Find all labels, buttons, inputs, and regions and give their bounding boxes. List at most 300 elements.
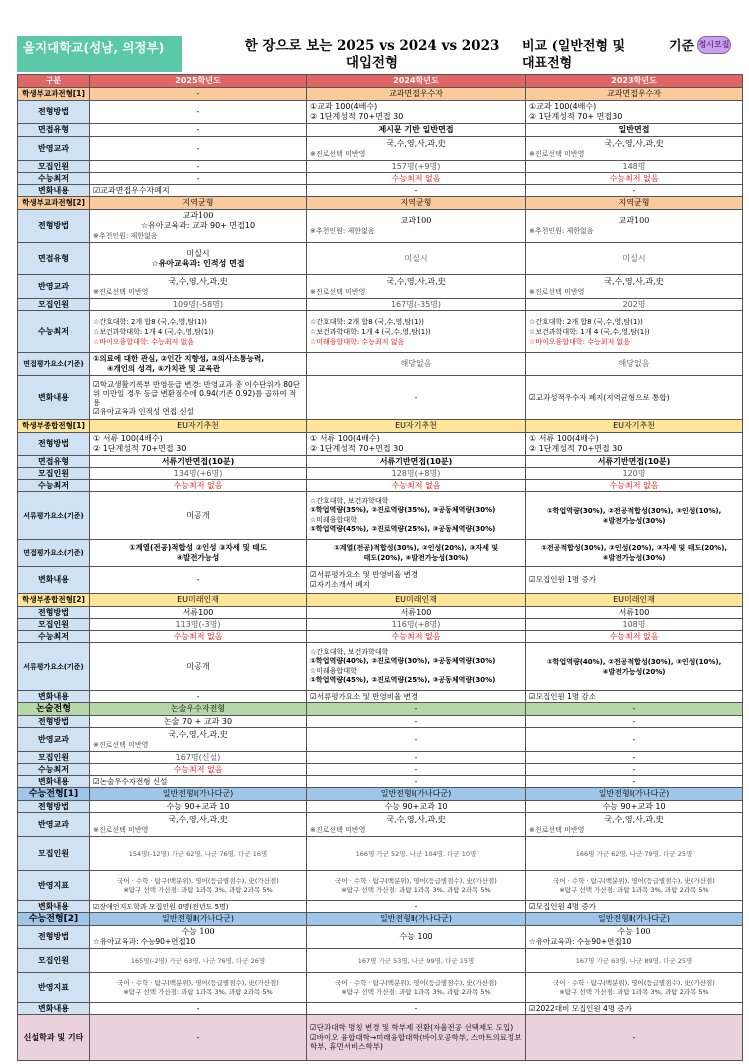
s3-change-2025: - (90, 567, 307, 594)
s2-subject-2023-text: 국,수,영,사,과,史 (604, 276, 664, 286)
s2-2023: 지역균형 (526, 197, 743, 210)
s2-min-2024 (307, 311, 526, 353)
s6-subject-2024-note: ※진로선택 미반영 (310, 825, 366, 834)
s7-index-2023-2: ※탐구 선택 가산점: 과탐 1과목 3%, 과탐 2과목 5% (559, 987, 709, 996)
standard-badge: 정시모집 (697, 36, 731, 54)
s3-interview-2023: 서류기반면접(10분) (526, 456, 743, 468)
s5-subject-2024: - (307, 728, 526, 752)
s5-subject-label: 반영교과 (18, 728, 90, 752)
s7-index-row (18, 973, 743, 1003)
s2-interview-2025-2: ☆유아교육과: 인적성 면접 (151, 258, 245, 268)
s6-index-2024-2: ※탐구 선택 가산점: 과탐 1과목 3%, 과탐 2과목 5% (341, 885, 491, 894)
s3-doc-label: 서류평가요소(기준) (18, 492, 90, 540)
s1-method-2024-1: ①교과 100(4배수) (310, 102, 378, 111)
s6-index-2025-2: ※탐구 선택 가산점: 과탐 1과목 3%, 과탐 2과목 5% (123, 885, 273, 894)
s4-doc-2024-b: ①학업역량(40%), ②진로역량(30%), ③공동체역량(30%) (310, 657, 496, 665)
s7-title: 수능전형[2] (18, 913, 90, 926)
s3-iv-2024-1: ①계열(전공)적합성(30%), ②인성(20%), ③자세 및 (333, 544, 499, 552)
s3-interview-row (18, 456, 743, 468)
s4-doc-2024 (307, 643, 526, 691)
s4-change-row (18, 691, 743, 703)
s4-quota-2024: 116명(+8명) (307, 619, 526, 631)
s3-min-2025: 수능최저 없음 (90, 480, 307, 492)
s7-method-label: 전형방법 (18, 926, 90, 949)
s2-eval-2025 (90, 353, 307, 376)
s3-2023: EU자기추천 (526, 420, 743, 433)
s5-min-label: 수능최저 (18, 764, 90, 776)
s2-change-2023-text: ☑ 교과성적우수자 폐지(지역균형으로 통합) (529, 393, 670, 402)
s7-method-2023 (526, 926, 743, 949)
header-row (18, 75, 743, 88)
s2-eval-2023: 해당없음 (526, 353, 743, 376)
s2-method-2025-2: ☆유아교육과: 교과 90+ 면접10 (140, 221, 256, 230)
s5-min-row (18, 764, 743, 776)
s5-method-2025: 논술 70 + 교과 30 (90, 716, 307, 728)
s1-change-2024: - (307, 185, 526, 197)
s7-title-row (18, 913, 743, 926)
s1-method-2025: - (90, 101, 307, 124)
s6-subject-row (18, 813, 743, 837)
s1-quota-label: 모집인원 (18, 161, 90, 173)
page-title (217, 38, 527, 72)
s7-quota-row (18, 949, 743, 973)
s3-quota-label: 모집인원 (18, 468, 90, 480)
s3-iv-row (18, 540, 743, 567)
col-2025: 2025학년도 (90, 75, 307, 88)
s2-eval-2025-2: ④개인의 성격, ⑤가치관 및 교육관 (107, 364, 220, 373)
s4-title: 학생부종합전형[2] (18, 594, 90, 607)
s5-change-label: 변화내용 (18, 776, 90, 788)
s6-index-label: 반영지표 (18, 871, 90, 901)
s6-subject-2023-text: 국,수,영,사,과,史 (604, 814, 664, 824)
s2-min-2025 (90, 311, 307, 353)
s8-2025: - (90, 1015, 307, 1061)
s7-method-2025-2: ☆유아교육과: 수능90+면접10 (93, 937, 196, 946)
s2-subject-2023 (526, 275, 743, 299)
s6-change-2024: - (307, 901, 526, 913)
s7-change-2024: - (307, 1003, 526, 1015)
s4-doc-2025: 미공개 (90, 643, 307, 691)
s2-change-2025-1: ☑ 학교생활기록부 반영등급 변경: 반영교과 총 이수단위가 80단위 미만일 경우 등급 변환점수에 0.94(기존 0.92)를 곱하여 적용 (93, 380, 303, 407)
s5-method-label: 전형방법 (18, 716, 90, 728)
s7-index-2024-2: ※탐구 선택 가산점: 과탐 1과목 3%, 과탐 2과목 5% (341, 987, 491, 996)
s2-method-2024-2: ※추천인원: 제한없음 (310, 227, 375, 235)
col-gubun: 구분 (18, 75, 90, 88)
s1-method-2023 (526, 101, 743, 124)
s6-index-2023 (526, 871, 743, 901)
s6-index-2023-1: 국어 · 수학 · 탐구(백분위), 영어(등급별점수), 史(가산점) (553, 877, 715, 885)
s1-method-row (18, 101, 743, 124)
s4-method-label: 전형방법 (18, 607, 90, 619)
s6-quota-row (18, 837, 743, 871)
s2-2024: 지역균형 (307, 197, 526, 210)
s5-min-2024: - (307, 764, 526, 776)
s6-index-row (18, 871, 743, 901)
s2-interview-2023: 미실시 (526, 243, 743, 275)
s2-interview-row (18, 243, 743, 275)
s2-change-2025-2: ☑ 유아교육과 인적성 면접 신설 (93, 407, 303, 416)
s1-quota-2025: - (90, 161, 307, 173)
s2-subject-2025 (90, 275, 307, 299)
s4-change-2024-text: ☑ 서류평가요소 및 반영비율 변경 (310, 692, 418, 701)
s5-title-row (18, 703, 743, 716)
s1-change-label: 변화내용 (18, 185, 90, 197)
s2-min-2023 (526, 311, 743, 353)
s3-iv-2024-2: 태도(20%), ④발전가능성(30%) (363, 554, 469, 562)
s4-2025: EU미래인재 (90, 594, 307, 607)
s7-method-2025-1: 수능 100 (181, 927, 215, 936)
s3-method-2024 (307, 433, 526, 456)
s4-min-label: 수능최저 (18, 631, 90, 643)
s2-change-2023 (526, 376, 743, 420)
s7-2025: 일반전형Ⅱ(가나다군) (90, 913, 307, 926)
s1-subject-2024-note: ※진로선택 미반영 (310, 149, 366, 158)
s3-doc-2023-1: ①학업역량(30%), ②전공적합성(30%), ③인성(10%), (546, 506, 722, 515)
s7-quota-2023: 167명 가군 63명, 나군 89명, 다군 25명 (526, 949, 743, 973)
s6-quota-2024: 166명 가군 52명, 나군 104명, 다군 10명 (307, 837, 526, 871)
s3-doc-2023-2: ④발전가능성(30%) (602, 516, 666, 525)
s3-iv-2023-1: ①전공적합성(30%), ②인성(20%), ③자세 및 태도(20%), (540, 544, 728, 552)
s6-subject-2025 (90, 813, 307, 837)
s3-quota-row (18, 468, 743, 480)
s2-method-2025-3: ※추천인원: 제한없음 (93, 232, 158, 240)
s3-doc-row (18, 492, 743, 540)
s2-interview-label: 면접유형 (18, 243, 90, 275)
s2-method-2023-2: ※추천인원: 제한없음 (529, 227, 594, 235)
s6-quota-2023: 166명 가군 62명, 나군 79명, 다군 25명 (526, 837, 743, 871)
s2-min-label: 수능최저 (18, 311, 90, 353)
s1-subject-2024 (307, 137, 526, 161)
s2-method-row (18, 210, 743, 243)
s4-method-2024: 서류100 (307, 607, 526, 619)
s2-method-label: 전형방법 (18, 210, 90, 243)
s2-2025: 지역균형 (90, 197, 307, 210)
s5-2024: - (307, 703, 526, 716)
s1-min-2025: - (90, 173, 307, 185)
s1-subject-2025: - (90, 137, 307, 161)
s3-method-2025 (90, 433, 307, 456)
s2-method-2025-1: 교과100 (182, 211, 214, 220)
s8-2024-1: ☑ 단과대학 명칭 변경 및 학부제 전환(자율전공 선택제도 도입) (310, 1023, 522, 1033)
s5-subject-2025-text: 국,수,영,사,과,史 (168, 729, 228, 739)
s4-min-2023: 수능최저 없음 (526, 631, 743, 643)
s5-change-row (18, 776, 743, 788)
s6-2024: 일반전형Ⅰ(가나다군) (307, 788, 526, 801)
s4-doc-2024-a: ☆간호대학, 보건과학대학 (310, 647, 389, 656)
s2-method-2024 (307, 210, 526, 243)
s2-min-2025-2: ☆보건과학대학: 1개 4 (국,수,영,탐(1)) (93, 327, 214, 336)
s1-quota-row (18, 161, 743, 173)
s7-change-2023 (526, 1003, 743, 1015)
s2-change-2025 (90, 376, 307, 420)
s2-min-row (18, 311, 743, 353)
s2-min-2025-1: ☆간호대학: 2개 합8 (국,수,영,탐(1)) (93, 317, 207, 326)
s6-subject-2025-note: ※진로선택 미반영 (93, 825, 149, 834)
s3-doc-2024-c: ☆미래융합대학 (310, 515, 357, 524)
s4-title-row (18, 594, 743, 607)
s2-min-2023-2: ☆보건과학대학: 1개 4 (국,수,영,탐(1)) (529, 327, 650, 336)
s3-quota-2023: 120명 (526, 468, 743, 480)
s4-method-row (18, 607, 743, 619)
s4-change-2023 (526, 691, 743, 703)
s5-min-2023: - (526, 764, 743, 776)
s3-2024: EU자기추천 (307, 420, 526, 433)
s1-quota-2023: 148명 (526, 161, 743, 173)
s4-change-2025: - (90, 691, 307, 703)
s7-quota-label: 모집인원 (18, 949, 90, 973)
s2-min-2024-1: ☆간호대학: 2개 합8 (국,수,영,탐(1)) (310, 317, 424, 326)
s3-quota-2024: 128명(+8명) (307, 468, 526, 480)
s7-quota-2024: 167명 가군 53명, 나군 99명, 다군 15명 (307, 949, 526, 973)
s2-min-2023-3: ☆바이오융합대학: 수능최저 없음 (529, 337, 630, 346)
s2-min-2025-3: ☆바이오융합대학: 수능최저 없음 (93, 337, 194, 346)
s1-quota-2024: 157명(+9명) (307, 161, 526, 173)
s1-min-row (18, 173, 743, 185)
s3-change-2024-2: ☑ 자기소개서 폐지 (310, 580, 522, 590)
s3-method-label: 전형방법 (18, 433, 90, 456)
s7-index-2025-1: 국어 · 수학 · 탐구(백분위), 영어(등급별점수), 史(가산점) (117, 979, 279, 987)
s7-index-2023-1: 국어 · 수학 · 탐구(백분위), 영어(등급별점수), 史(가산점) (553, 979, 715, 987)
s1-subject-2023 (526, 137, 743, 161)
s7-index-2025-2: ※탐구 선택 가산점: 과탐 1과목 3%, 과탐 2과목 5% (123, 987, 273, 996)
s5-change-2023: - (526, 776, 743, 788)
s5-quota-2023: - (526, 752, 743, 764)
s1-interview-row (18, 124, 743, 137)
s1-subject-label: 반영교과 (18, 137, 90, 161)
s6-2025: 일반전형Ⅰ(가나다군) (90, 788, 307, 801)
s6-method-2025: 수능 90+교과 10 (90, 801, 307, 813)
s1-subject-2023-text: 국,수,영,사,과,史 (604, 138, 664, 148)
s2-subject-2025-note: ※진로선택 미반영 (93, 287, 149, 296)
s4-quota-label: 모집인원 (18, 619, 90, 631)
s1-change-2025-text: ☑ 교과면접우수자폐지 (93, 186, 170, 195)
s5-quota-2025: 167명(신설) (90, 752, 307, 764)
s1-method-2024 (307, 101, 526, 124)
s6-subject-2025-text: 국,수,영,사,과,史 (168, 814, 228, 824)
s1-method-2023-1: ①교과 100(4배수) (529, 102, 597, 111)
s4-change-label: 변화내용 (18, 691, 90, 703)
s4-method-2023: 서류100 (526, 607, 743, 619)
s6-subject-2024 (307, 813, 526, 837)
s6-change-2025 (90, 901, 307, 913)
s5-quota-2024: - (307, 752, 526, 764)
s3-iv-2023 (526, 540, 743, 567)
s2-method-2023 (526, 210, 743, 243)
s7-index-2025 (90, 973, 307, 1003)
comparison-table (17, 74, 743, 1061)
s1-interview-2023: 일반면접 (526, 124, 743, 137)
s7-method-row (18, 926, 743, 949)
s5-change-2025-text: ☑ 논술우수자전형 신설 (93, 777, 167, 786)
s5-change-2024: - (307, 776, 526, 788)
s1-change-row (18, 185, 743, 197)
s2-subject-2024-text: 국,수,영,사,과,史 (386, 276, 446, 286)
s5-method-2023: - (526, 716, 743, 728)
s1-min-label: 수능최저 (18, 173, 90, 185)
s3-iv-2023-2: ④발전가능성(30%) (602, 554, 666, 562)
s8-row (18, 1015, 743, 1061)
s6-change-2023 (526, 901, 743, 913)
s4-min-2025: 수능최저 없음 (90, 631, 307, 643)
s1-interview-label: 면접유형 (18, 124, 90, 137)
col-2024: 2024학년도 (307, 75, 526, 88)
s1-title: 학생부교과전형[1] (18, 88, 90, 101)
s5-method-2024: - (307, 716, 526, 728)
s7-method-2023-1: 수능 100 (617, 927, 651, 936)
s7-2023: 일반전형Ⅱ(가나다군) (526, 913, 743, 926)
s4-change-2024 (307, 691, 526, 703)
title-line-1: 한 장으로 보는 2025 vs 2024 vs 2023 (244, 38, 500, 54)
s3-iv-2024 (307, 540, 526, 567)
s5-title: 논술전형 (18, 703, 90, 716)
s2-title-row (18, 197, 743, 210)
s1-subject-row (18, 137, 743, 161)
s2-min-2023-1: ☆간호대학: 2개 합8 (국,수,영,탐(1)) (529, 317, 643, 326)
s7-change-label: 변화내용 (18, 1003, 90, 1015)
s3-method-2024-1: ① 서류 100(4배수) (310, 434, 380, 443)
s1-method-2023-2: ② 1단계성적 70+ 면접30 (529, 112, 623, 121)
standard-label: 기준 (669, 39, 695, 54)
s4-change-2023-text: ☑ 모집인원 1명 감소 (529, 692, 596, 701)
s4-doc-2023-2: ④발전가능성(20%) (602, 667, 666, 676)
s5-2023: - (526, 703, 743, 716)
s3-iv-2025-1: ①계열(전공)적합성 ②인성 ③자세 및 태도 (129, 543, 267, 552)
s7-2024: 일반전형Ⅱ(가나다군) (307, 913, 526, 926)
s3-change-2024-1: ☑ 서류평가요소 및 반영비율 변경 (310, 570, 522, 580)
s1-min-2023: 수능최저 없음 (526, 173, 743, 185)
s2-eval-2024: 해당없음 (307, 353, 526, 376)
s6-title-row (18, 788, 743, 801)
s3-interview-label: 면접유형 (18, 456, 90, 468)
s4-method-2025: 서류100 (90, 607, 307, 619)
s2-quota-label: 모집인원 (18, 299, 90, 311)
s3-min-label: 수능최저 (18, 480, 90, 492)
s2-change-label: 변화내용 (18, 376, 90, 420)
s8-2023: - (526, 1015, 743, 1061)
s3-doc-2024 (307, 492, 526, 540)
s3-method-2023-1: ① 서류 100(4배수) (529, 434, 599, 443)
s4-doc-2024-d: ①학업역량(45%), ②진로역량(25%), ③공동체역량(30%) (310, 676, 496, 684)
title-line-2: 대입전형 (345, 55, 399, 71)
s2-change-row (18, 376, 743, 420)
s3-method-2025-1: ① 서류 100(4배수) (93, 434, 163, 443)
s5-quota-label: 모집인원 (18, 752, 90, 764)
s3-min-2023: 수능최저 없음 (526, 480, 743, 492)
s2-eval-row (18, 353, 743, 376)
s6-subject-2023 (526, 813, 743, 837)
s4-doc-label: 서류평가요소(기준) (18, 643, 90, 691)
title-compare (522, 38, 642, 72)
s3-change-2023 (526, 567, 743, 594)
s1-method-2024-2: ② 1단계성적 70+면접 30 (310, 112, 404, 121)
s3-interview-2025: 서류기반면접(10분) (90, 456, 307, 468)
s7-change-2025: - (90, 1003, 307, 1015)
s2-eval-label: 면접평가요소(기준) (18, 353, 90, 376)
s2-interview-2024: 미실시 (307, 243, 526, 275)
s2-quota-2025: 109명(-58명) (90, 299, 307, 311)
s4-quota-2023: 108명 (526, 619, 743, 631)
s6-index-2024 (307, 871, 526, 901)
s4-doc-2023 (526, 643, 743, 691)
s6-change-row (18, 901, 743, 913)
s4-quota-row (18, 619, 743, 631)
s5-subject-row (18, 728, 743, 752)
s7-index-label: 반영지표 (18, 973, 90, 1003)
s3-interview-2024: 서류기반면접(10분) (307, 456, 526, 468)
s5-2025: 논술우수자전형 (90, 703, 307, 716)
s5-change-2025 (90, 776, 307, 788)
s5-subject-2023: - (526, 728, 743, 752)
s6-subject-2023-note: ※진로선택 미반영 (529, 825, 585, 834)
s2-subject-2025-text: 국,수,영,사,과,史 (168, 276, 228, 286)
s2-subject-row (18, 275, 743, 299)
s2-subject-2023-note: ※진로선택 미반영 (529, 287, 585, 296)
s2-subject-label: 반영교과 (18, 275, 90, 299)
s2-eval-2025-1: ①의료에 대한 관심, ②인간 지향성, ③의사소통능력, (93, 354, 265, 363)
s7-method-2023-2: ☆유아교육과: 수능90+면접10 (529, 937, 632, 946)
s6-method-label: 전형방법 (18, 801, 90, 813)
s3-doc-2023 (526, 492, 743, 540)
s3-min-row (18, 480, 743, 492)
s6-index-2024-1: 국어 · 수학 · 탐구(백분위), 영어(등급별점수), 史(가산점) (335, 877, 497, 885)
s6-index-2023-2: ※탐구 선택 가산점: 과탐 1과목 3%, 과탐 2과목 5% (559, 885, 709, 894)
s6-change-2023-text: ☑ 모집인원 4명 증가 (529, 902, 596, 911)
s3-min-2024: 수능최저 없음 (307, 480, 526, 492)
s3-2025: EU자기추천 (90, 420, 307, 433)
s2-title: 학생부교과전형[2] (18, 197, 90, 210)
s4-min-2024: 수능최저 없음 (307, 631, 526, 643)
s2-interview-2025-1: 미실시 (186, 248, 210, 258)
s2-method-2025 (90, 210, 307, 243)
s7-method-2024: 수능 100 (307, 926, 526, 949)
s3-title: 학생부종합전형[1] (18, 420, 90, 433)
s1-subject-2024-text: 국,수,영,사,과,史 (386, 138, 446, 148)
s1-2023: 교과면접우수자 (526, 88, 743, 101)
s2-quota-row (18, 299, 743, 311)
s5-quota-row (18, 752, 743, 764)
s2-min-2024-2: ☆보건과학대학: 1개 4 (국,수,영,탐(1)) (310, 327, 431, 336)
s6-quota-label: 모집인원 (18, 837, 90, 871)
s3-title-row (18, 420, 743, 433)
s3-method-2025-2: ② 1단계성적 70+면접 30 (93, 444, 187, 453)
page-header (17, 36, 742, 74)
s6-change-2025-text: ☑ 장애인지도학과 모집인원 0명(전년도 5명) (93, 903, 229, 911)
s3-change-2023-text: ☑ 모집인원 1명 증가 (529, 575, 596, 584)
s7-index-2024-1: 국어 · 수학 · 탐구(백분위), 영어(등급별점수), 史(가산점) (335, 979, 497, 987)
s6-change-label: 변화내용 (18, 901, 90, 913)
s1-method-label: 전형방법 (18, 101, 90, 124)
s1-2025: - (90, 88, 307, 101)
s7-quota-2025: 165명(-2명) 가군 63명, 나군 76명, 다군 26명 (90, 949, 307, 973)
compare-line-1: 비교 (일반전형 및 (522, 39, 626, 54)
s4-min-row (18, 631, 743, 643)
s3-iv-label: 면접평가요소(기준) (18, 540, 90, 567)
s6-index-2025-1: 국어 · 수학 · 탐구(백분위), 영어(등급별점수), 史(가산점) (117, 877, 279, 885)
s1-title-row (18, 88, 743, 101)
s3-doc-2024-d: ①학업역량(45%), ②진로역량(25%), ③공동체역량(30%) (310, 525, 496, 533)
s8-2024-2: ☑ 바이오 융합대학→미래융합대학(바이오공학부, 스마트의료정보학부, 휴먼서비스학부) (310, 1033, 522, 1052)
s1-min-2024: 수능최저 없음 (307, 173, 526, 185)
university-badge: 을지대학교(성남, 의정부) (17, 36, 182, 72)
s3-method-2023 (526, 433, 743, 456)
s6-2023: 일반전형Ⅰ(가나다군) (526, 788, 743, 801)
s2-quota-2024: 167명(-35명) (307, 299, 526, 311)
s1-2024: 교과면접우수자 (307, 88, 526, 101)
s4-quota-2025: 113명(-3명) (90, 619, 307, 631)
s6-method-2024: 수능 90+교과 10 (307, 801, 526, 813)
s2-interview-2025 (90, 243, 307, 275)
s5-subject-2025 (90, 728, 307, 752)
